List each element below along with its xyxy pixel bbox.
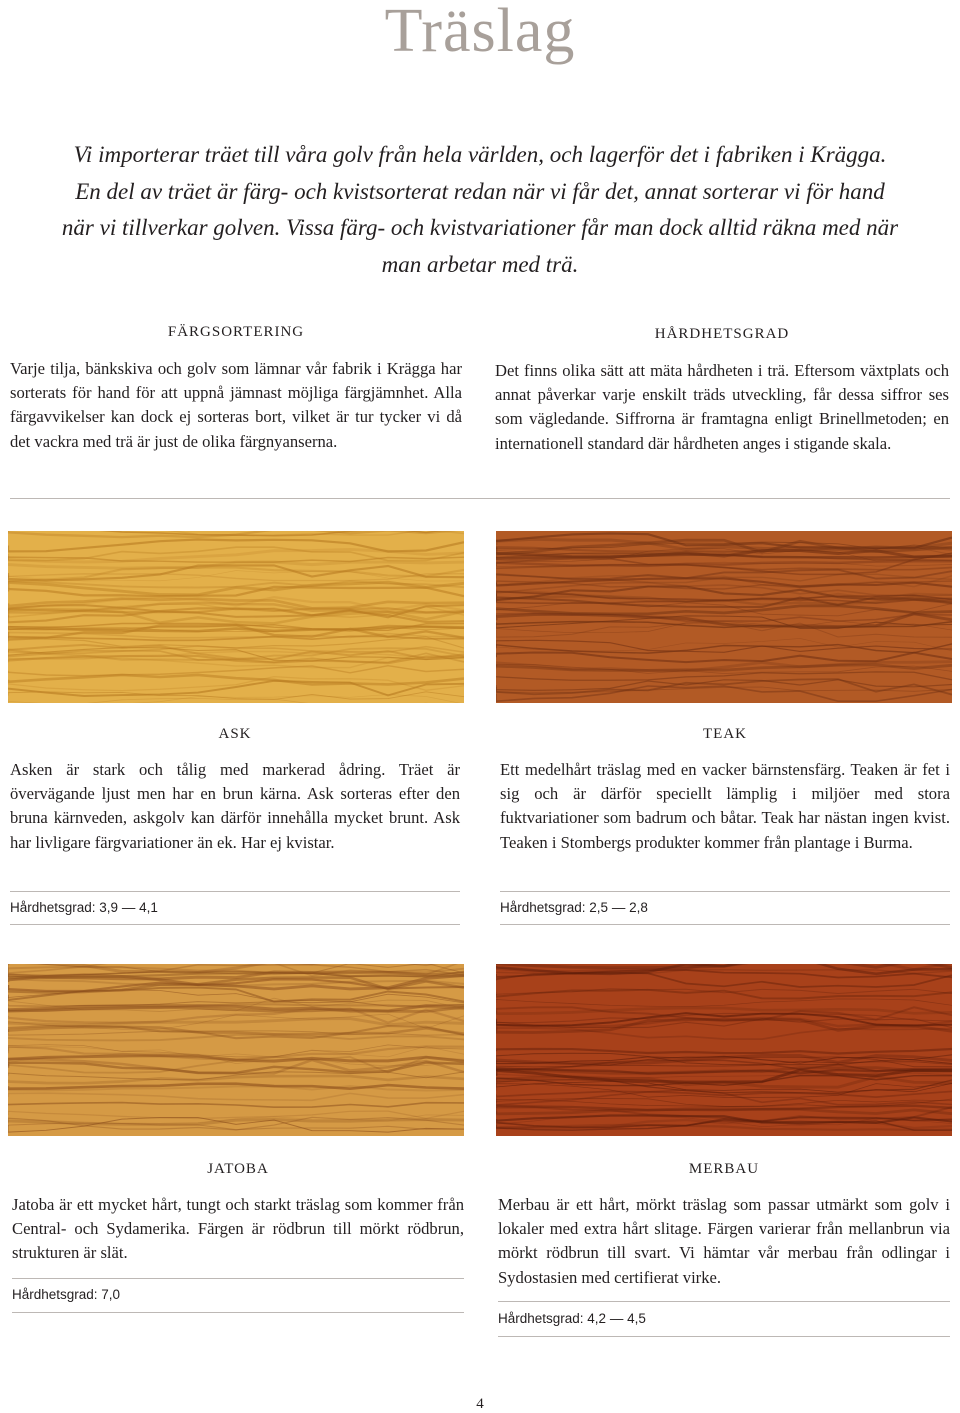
merbau-text: Merbau är ett hårt, mörkt träslag som passar utmärkt som golv i lokaler med extra hårt slitage. Färgen varierar från mellanbrun via mörkt rödbrun till svart. Vi hämtar vår merbau från odlingar i Sydostasien med certifierat virke. [498,1195,950,1287]
merbau-divider-top [498,1301,950,1302]
teak-divider-top [500,891,950,892]
ask-wood-sample [8,531,464,703]
merbau-heading: MERBAU [688,1161,760,1177]
intro-paragraph: Vi importerar träet till våra golv från hela världen, och lagerför det i fabriken i Krägga. En del av träet är färg- och kvistsorterat redan när vi får det, annat sorterar vi för hand när vi tillverkar golven. Vissa färg- och kvistvariationer får man dock alltid räkna med när man arbetar med trä. [61,142,899,277]
ask-text: Asken är stark och tålig med markerad ådring. Träet är övervägande ljust men har en brun kärna. Ask sorteras efter den bruna kärnveden, askgolv kan därför innehålla mycket brunt. Ask har livligare färgvariationer än ek. Har ej kvistar. [10,760,460,852]
teak-divider-bottom [500,924,950,925]
jatoba-heading: JATOBA [207,1161,269,1177]
merbau-divider-bottom [498,1336,950,1337]
section-divider [10,498,950,499]
jatoba-wood-sample [8,964,464,1136]
hardhetsgrad-heading: HÅRDHETSGRAD [654,326,790,342]
page-number: 4 [476,1396,484,1412]
fargsortering-heading: FÄRGSORTERING [167,324,305,340]
jatoba-divider-top [12,1278,464,1279]
ask-divider-bottom [10,924,460,925]
teak-text: Ett medelhårt träslag med en vacker bärnstensfärg. Teaken är fet i sig och är därför speciellt lämplig i miljöer med stora fuktvariationer som badrum och båtar. Teak har nästan ingen kvist. Teaken i Stombergs produkter kommer från plantage i Burma. [500,760,950,852]
page-title: Träslag [384,0,576,65]
jatoba-text: Jatoba är ett mycket hårt, tungt och starkt träslag som kommer från Central- och Sydamerika. Färgen är rödbrun till mörkt rödbrun, strukturen är slät. [12,1195,464,1263]
ask-divider-top [10,891,460,892]
teak-hardness: Hårdhetsgrad: 2,5 — 2,8 [500,900,648,915]
merbau-wood-sample [496,964,952,1136]
ask-heading: ASK [218,726,252,742]
hardhetsgrad-text: Det finns olika sätt att mäta hårdheten i trä. Eftersom växtplats och annat påverkar varje enskilt träds utveckling, får dessa siffror ses som vägledande. Siffrorna är framtagna enligt Brinellmetoden; en internationell standard där hårdheten anges i stigande skala. [495,361,949,453]
ask-hardness: Hårdhetsgrad: 3,9 — 4,1 [10,900,158,915]
teak-heading: TEAK [703,726,747,742]
jatoba-hardness: Hårdhetsgrad: 7,0 [12,1287,121,1302]
wood-grain-svg [8,964,464,1136]
merbau-hardness: Hårdhetsgrad: 4,2 — 4,5 [498,1311,646,1326]
wood-grain-svg [496,531,952,703]
teak-wood-sample [496,531,952,703]
wood-grain-svg [8,531,464,703]
fargsortering-text: Varje tilja, bänkskiva och golv som lämnar vår fabrik i Krägga har sorterats för hand för att uppnå jämnast möjliga färgjämnhet. Alla färgavvikelser kan dock ej sorteras bort, vilket är tur tycker vi då det vackra med trä är just de olika färgnyanserna. [10,359,462,451]
jatoba-divider-bottom [12,1312,464,1313]
wood-grain-svg [496,964,952,1136]
